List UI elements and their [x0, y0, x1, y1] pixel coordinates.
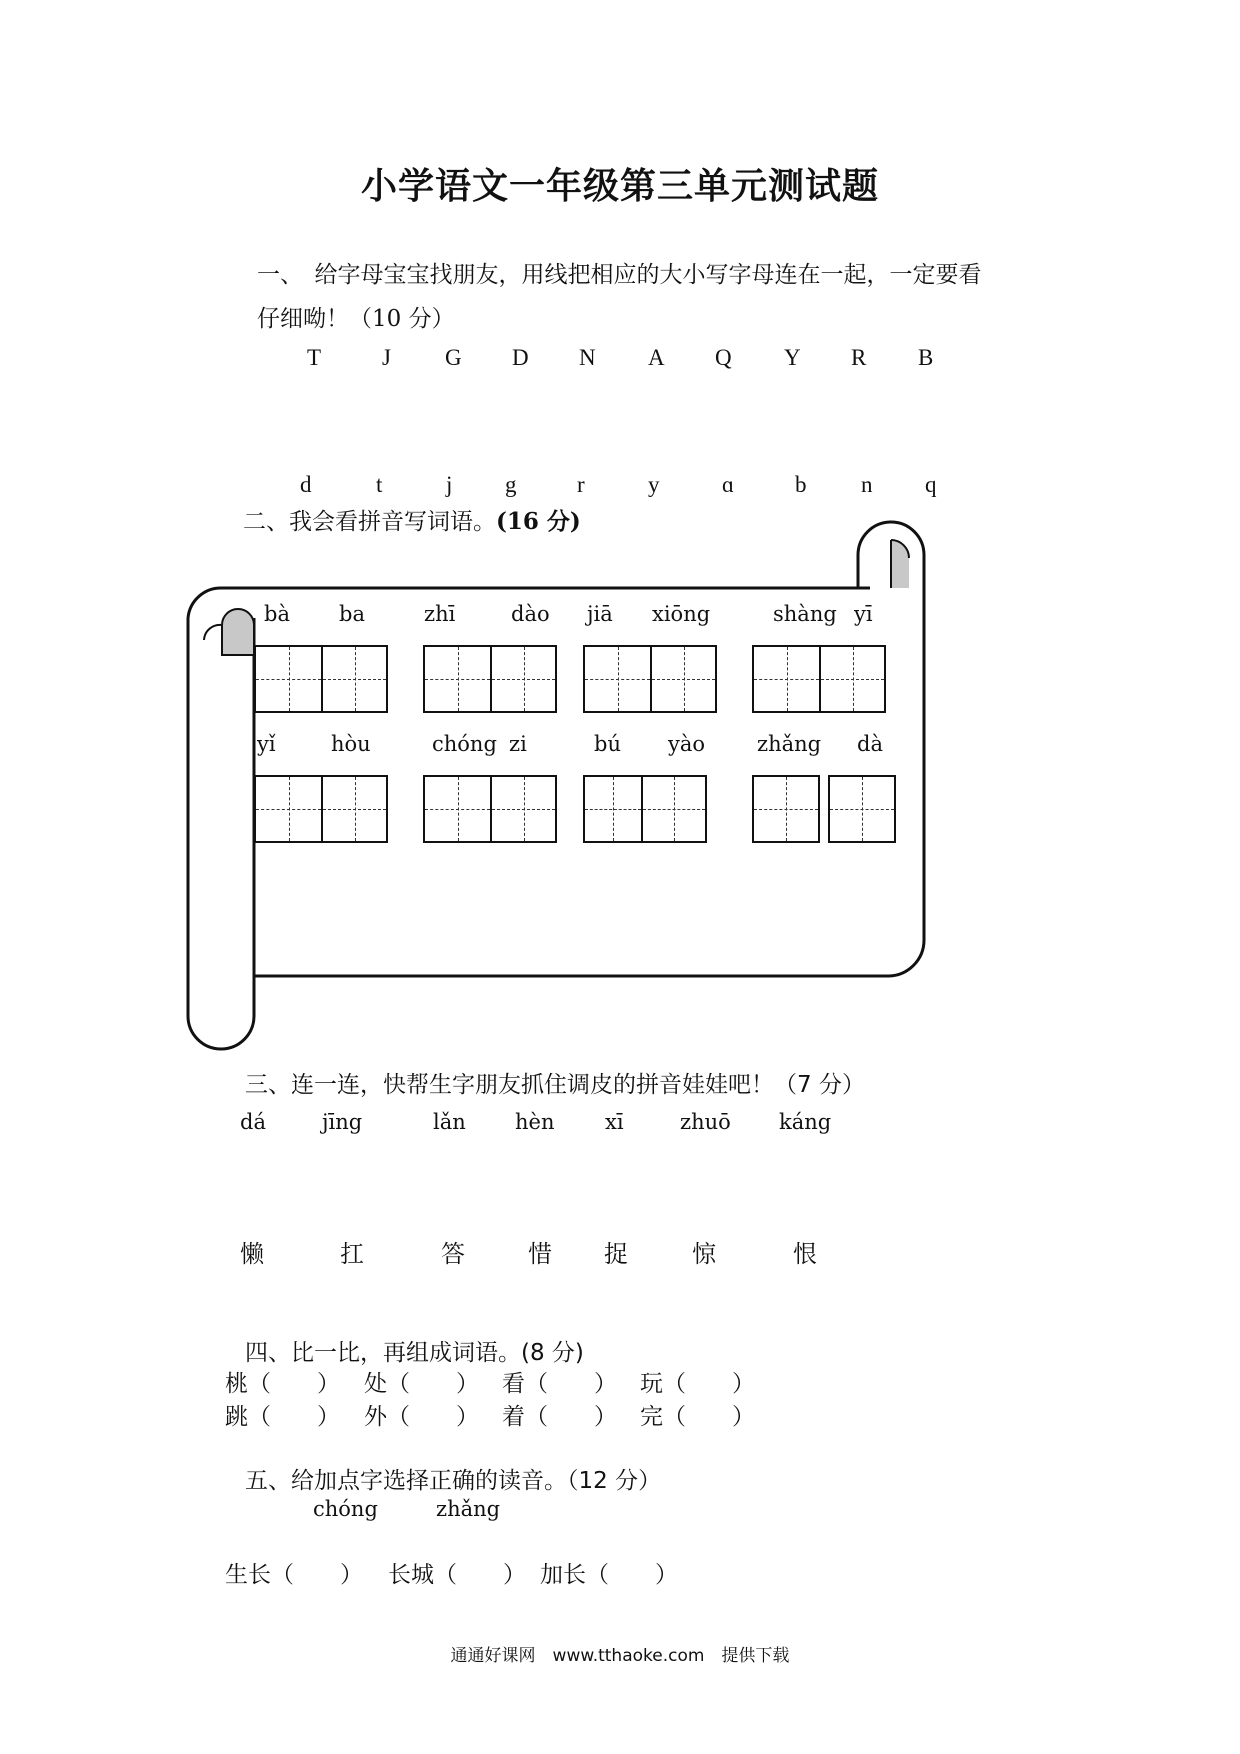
- pinyin-label: bú: [594, 732, 621, 756]
- lowercase-letter[interactable]: j: [446, 472, 453, 497]
- lowercase-letter[interactable]: ɑ: [722, 472, 735, 497]
- pinyin-label: shàng: [773, 602, 837, 626]
- writing-grid[interactable]: [752, 645, 886, 713]
- pinyin-label: zhī: [424, 602, 456, 626]
- word-blank[interactable]: 处（ ）: [364, 1371, 479, 1397]
- word-blank[interactable]: 着（ ）: [502, 1404, 617, 1430]
- lowercase-letter[interactable]: y: [648, 472, 660, 497]
- pinyin-label: zi: [509, 732, 527, 756]
- q3-pinyin[interactable]: dá: [240, 1110, 266, 1134]
- word-blank[interactable]: 看（ ）: [502, 1371, 617, 1397]
- footer-credit: 通通好课网 www.tthaoke.com 提供下载: [450, 1646, 790, 1666]
- writing-grid[interactable]: [752, 775, 820, 843]
- pinyin-label: dào: [511, 602, 550, 626]
- uppercase-letter[interactable]: R: [851, 345, 867, 370]
- lowercase-letter[interactable]: q: [925, 472, 937, 497]
- lowercase-letter[interactable]: g: [505, 472, 517, 497]
- uppercase-letter[interactable]: T: [307, 345, 322, 370]
- q4-heading: 四、比一比，再组成词语。(8 分): [245, 1340, 584, 1366]
- reading-blank[interactable]: 长城（ ）: [388, 1562, 526, 1588]
- writing-grid[interactable]: [828, 775, 896, 843]
- pinyin-label: yī: [854, 602, 873, 626]
- lowercase-letter[interactable]: r: [577, 472, 585, 497]
- writing-grid[interactable]: [254, 645, 388, 713]
- uppercase-letter[interactable]: N: [579, 345, 596, 370]
- pinyin-label: bà: [264, 602, 290, 626]
- pinyin-label: chóng: [432, 732, 497, 756]
- pinyin-label: dà: [857, 732, 883, 756]
- pinyin-label: xiōng: [652, 602, 711, 626]
- uppercase-letter[interactable]: A: [648, 345, 665, 370]
- q3-pinyin[interactable]: lǎn: [433, 1110, 466, 1134]
- q3-character[interactable]: 恨: [793, 1240, 817, 1268]
- lowercase-letter[interactable]: b: [795, 472, 807, 497]
- q3-pinyin[interactable]: hèn: [515, 1110, 555, 1134]
- pinyin-label: jiā: [587, 602, 613, 626]
- uppercase-letter[interactable]: B: [918, 345, 934, 370]
- word-blank[interactable]: 完（ ）: [640, 1404, 755, 1430]
- lowercase-letter[interactable]: d: [300, 472, 312, 497]
- writing-grid[interactable]: [423, 645, 557, 713]
- q2-score: (16 分): [496, 508, 581, 535]
- q3-pinyin[interactable]: xī: [605, 1110, 624, 1134]
- reading-blank[interactable]: 加长（ ）: [540, 1562, 678, 1588]
- q3-character[interactable]: 惊: [692, 1240, 716, 1268]
- q5-heading: 五、给加点字选择正确的读音。（12 分）: [245, 1468, 662, 1494]
- pinyin-label: ba: [339, 602, 365, 626]
- q5-option-pinyin: chóng: [313, 1497, 378, 1521]
- word-blank[interactable]: 外（ ）: [364, 1404, 479, 1430]
- page-title: 小学语文一年级第三单元测试题: [360, 165, 879, 207]
- q1-instruction-line2: 仔细呦！（10 分）: [257, 306, 455, 332]
- q1-instruction-line1: 一、 给字母宝宝找朋友，用线把相应的大小写字母连在一起，一定要看: [257, 262, 982, 288]
- q3-heading: 三、连一连，快帮生字朋友抓住调皮的拼音娃娃吧！（7 分）: [245, 1072, 865, 1098]
- uppercase-letter[interactable]: Q: [715, 345, 732, 370]
- writing-grid[interactable]: [423, 775, 557, 843]
- uppercase-letter[interactable]: D: [512, 345, 529, 370]
- q3-pinyin[interactable]: káng: [779, 1110, 832, 1134]
- q2-heading-text: 二、我会看拼音写词语。: [243, 509, 496, 535]
- reading-blank[interactable]: 生长（ ）: [225, 1562, 363, 1588]
- writing-grid[interactable]: [254, 775, 388, 843]
- pinyin-label: hòu: [331, 732, 371, 756]
- word-blank[interactable]: 桃（ ）: [225, 1371, 340, 1397]
- q3-character[interactable]: 答: [441, 1240, 465, 1268]
- q3-character[interactable]: 捉: [604, 1240, 628, 1268]
- q3-pinyin[interactable]: jīng: [322, 1110, 363, 1134]
- pinyin-label: yào: [668, 732, 706, 756]
- q3-character[interactable]: 惜: [528, 1240, 552, 1268]
- uppercase-letter[interactable]: J: [382, 345, 391, 370]
- lowercase-letter[interactable]: t: [376, 472, 383, 497]
- uppercase-letter[interactable]: G: [445, 345, 462, 370]
- word-blank[interactable]: 跳（ ）: [225, 1404, 340, 1430]
- writing-grid[interactable]: [583, 775, 707, 843]
- q3-character[interactable]: 懒: [240, 1240, 264, 1268]
- q5-option-pinyin: zhǎng: [436, 1497, 501, 1521]
- writing-grid[interactable]: [583, 645, 717, 713]
- lowercase-letter[interactable]: n: [861, 472, 873, 497]
- q3-character[interactable]: 扛: [340, 1240, 364, 1268]
- q3-pinyin[interactable]: zhuō: [680, 1110, 731, 1134]
- pinyin-label: yǐ: [257, 732, 276, 756]
- word-blank[interactable]: 玩（ ）: [640, 1371, 755, 1397]
- pinyin-label: zhǎng: [757, 732, 822, 756]
- uppercase-letter[interactable]: Y: [784, 345, 801, 370]
